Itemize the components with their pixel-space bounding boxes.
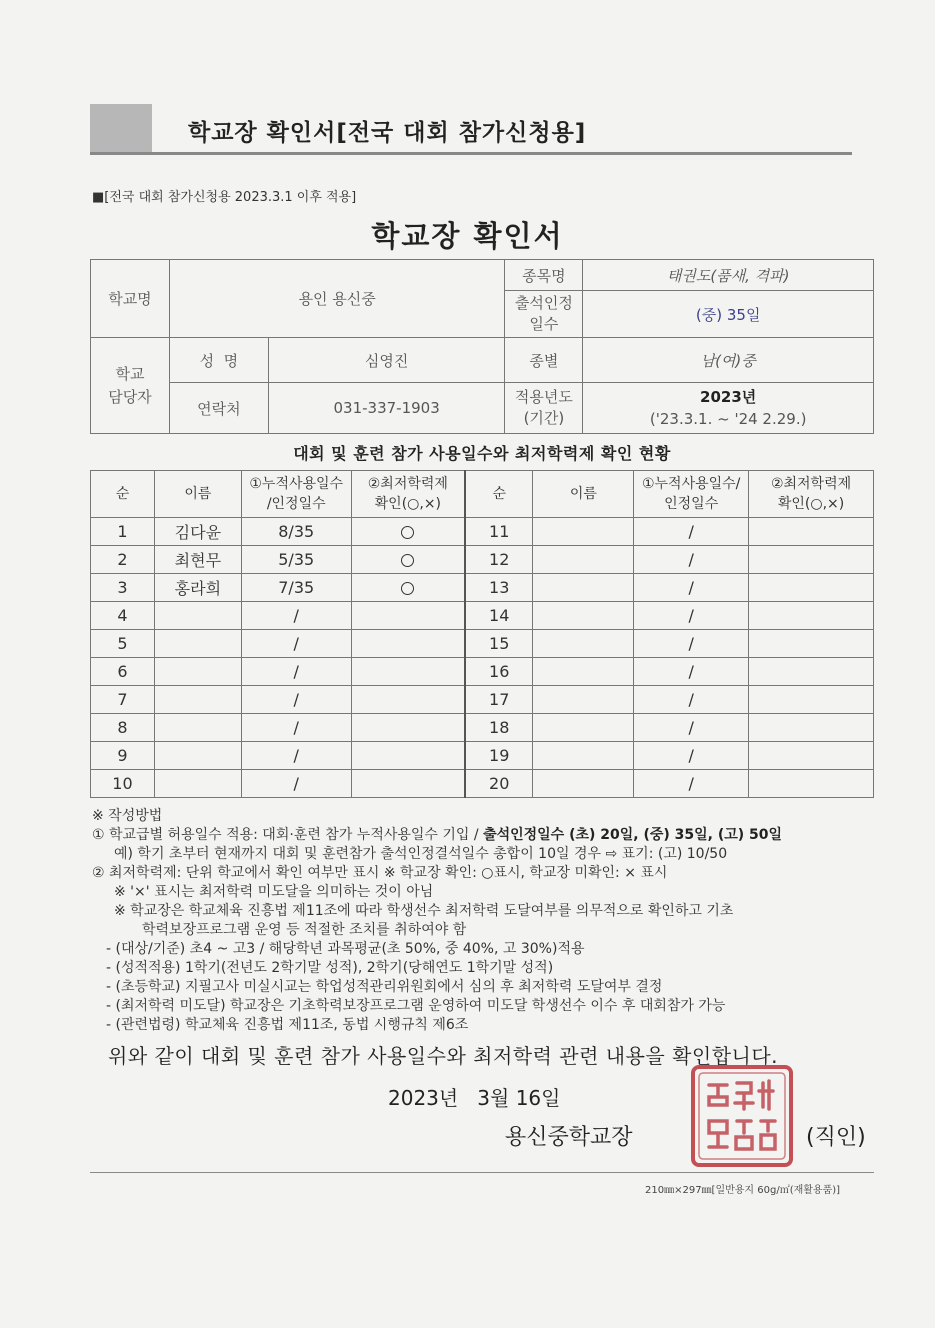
header-days-left-line1: ①누적사용일수 bbox=[249, 476, 344, 492]
instructions-heading: ※ 작성방법 bbox=[92, 808, 163, 824]
row-days-right: / bbox=[634, 714, 749, 742]
table-row bbox=[91, 714, 874, 742]
table-row bbox=[91, 546, 874, 574]
row-name-left: 홍라희 bbox=[154, 574, 241, 602]
row-days-left: / bbox=[241, 686, 351, 714]
instruction-1-bold: 출석인정일수 (초) 20일, (중) 35일, (고) 50일 bbox=[483, 827, 783, 843]
row-days-left: 7/35 bbox=[241, 574, 351, 602]
row-check-left bbox=[351, 658, 465, 686]
row-no-right: 15 bbox=[465, 630, 533, 658]
row-name-left bbox=[154, 630, 241, 658]
row-name-left bbox=[154, 770, 241, 798]
row-name-left bbox=[154, 658, 241, 686]
row-no-right: 16 bbox=[465, 658, 533, 686]
table-row bbox=[91, 574, 874, 602]
year-label-line1: 적용년도 bbox=[514, 388, 573, 406]
table-row bbox=[91, 630, 874, 658]
row-no-left: 7 bbox=[91, 686, 155, 714]
detail-2: - (성적적용) 1학기(전년도 2학기말 성적), 2학기(당해연도 1학기말 성적) bbox=[106, 960, 554, 976]
contact-label: 연락처 bbox=[169, 383, 268, 434]
school-value: 용인 용신중 bbox=[169, 260, 505, 338]
banner-title: 학교장 확인서[전국 대회 참가신청용] bbox=[188, 120, 587, 146]
row-name-right bbox=[533, 546, 634, 574]
year-label bbox=[505, 383, 583, 434]
year-cell bbox=[583, 383, 874, 434]
header-check-right bbox=[749, 471, 874, 518]
name-value: 심영진 bbox=[268, 338, 505, 383]
row-name-right bbox=[533, 602, 634, 630]
row-name-left bbox=[154, 742, 241, 770]
row-days-left: / bbox=[241, 658, 351, 686]
row-no-left: 5 bbox=[91, 630, 155, 658]
detail-4: - (최저학력 미도달) 학교장은 기초학력보장프로그램 운영하여 미도달 학생선수 이수 후 대회참가 가능 bbox=[106, 998, 726, 1014]
document-title: 학교장 확인서 bbox=[371, 219, 564, 253]
row-days-left: / bbox=[241, 714, 351, 742]
attendance-label bbox=[505, 291, 583, 338]
table-body bbox=[91, 518, 874, 798]
header-check-right-line1: ②최저학력제 bbox=[770, 476, 852, 492]
row-check-left bbox=[351, 518, 465, 546]
header-no-right: 순 bbox=[465, 471, 533, 518]
table-row bbox=[91, 658, 874, 686]
row-check-left bbox=[351, 742, 465, 770]
check-circle-icon bbox=[401, 526, 414, 539]
row-no-right: 17 bbox=[465, 686, 533, 714]
row-no-right: 14 bbox=[465, 602, 533, 630]
header-days-left-line2: /인정일수 bbox=[266, 496, 326, 512]
row-name-left: 최현무 bbox=[154, 546, 241, 574]
row-no-left: 3 bbox=[91, 574, 155, 602]
instruction-1-example: 예) 학기 초부터 현재까지 대회 및 훈련참가 출석인정결석일수 총합이 10일 경우 ⇨ 표기: (고) 10/50 bbox=[114, 846, 728, 862]
row-days-right: / bbox=[634, 770, 749, 798]
instruction-2: ② 최저학력제: 단위 학교에서 확인 여부만 표시 ※ 학교장 확인: ○표시, 학교장 미확인: × 표시 bbox=[92, 865, 668, 881]
staff-label-line2: 담당자 bbox=[108, 387, 152, 406]
row-no-right: 19 bbox=[465, 742, 533, 770]
table-row bbox=[91, 602, 874, 630]
bottom-rule bbox=[90, 1172, 874, 1173]
instruction-1-text: ① 학교급별 허용일수 적용: 대회·훈련 참가 누적사용일수 기입 / bbox=[92, 827, 484, 843]
check-circle-icon bbox=[401, 582, 414, 595]
row-name-right bbox=[533, 742, 634, 770]
attendance-label-line1: 출석인정 bbox=[514, 294, 573, 312]
paper-spec: 210㎜×297㎜[일반용지 60g/㎡(재활용품)] bbox=[645, 1185, 841, 1196]
row-days-right: / bbox=[634, 686, 749, 714]
row-name-right bbox=[533, 518, 634, 546]
row-no-right: 20 bbox=[465, 770, 533, 798]
header-days-right-line1: ①누적사용일수/ bbox=[641, 476, 741, 492]
row-days-right: / bbox=[634, 630, 749, 658]
row-check-right bbox=[749, 602, 874, 630]
confirmation-statement: 위와 같이 대회 및 훈련 참가 사용일수와 최저학력 관련 내용을 확인합니다. bbox=[108, 1044, 779, 1068]
row-name-right bbox=[533, 658, 634, 686]
row-days-right: / bbox=[634, 658, 749, 686]
header-name-right: 이름 bbox=[533, 471, 634, 518]
row-check-left bbox=[351, 602, 465, 630]
header-check-right-line2: 확인(○,×) bbox=[777, 496, 845, 512]
table-row bbox=[91, 686, 874, 714]
row-check-right bbox=[749, 546, 874, 574]
header-days-right bbox=[634, 471, 749, 518]
row-no-left: 1 bbox=[91, 518, 155, 546]
row-no-right: 11 bbox=[465, 518, 533, 546]
gender-value: 남(여)중 bbox=[583, 338, 874, 383]
row-check-left bbox=[351, 546, 465, 574]
row-check-right bbox=[749, 630, 874, 658]
row-name-left bbox=[154, 714, 241, 742]
year-value: 2023년 bbox=[700, 388, 757, 406]
row-check-right bbox=[749, 574, 874, 602]
row-check-right bbox=[749, 686, 874, 714]
row-check-right bbox=[749, 658, 874, 686]
row-name-right bbox=[533, 686, 634, 714]
row-no-left: 9 bbox=[91, 742, 155, 770]
row-check-right bbox=[749, 742, 874, 770]
header-no-left: 순 bbox=[91, 471, 155, 518]
check-circle-icon bbox=[401, 554, 414, 567]
row-days-right: / bbox=[634, 574, 749, 602]
section-title: 대회 및 훈련 참가 사용일수와 최저학력제 확인 현황 bbox=[293, 444, 671, 463]
row-check-left bbox=[351, 770, 465, 798]
row-days-right: / bbox=[634, 602, 749, 630]
header-check-left-line1: ②최저학력제 bbox=[367, 476, 448, 492]
staff-label-line1: 학교 bbox=[115, 364, 145, 383]
instruction-1 bbox=[92, 826, 882, 845]
header-days-left bbox=[241, 471, 351, 518]
contact-value: 031-337-1903 bbox=[268, 383, 505, 434]
table-row bbox=[91, 770, 874, 798]
row-check-left bbox=[351, 686, 465, 714]
participation-table bbox=[90, 470, 874, 798]
event-label: 종목명 bbox=[505, 260, 583, 291]
table-header-row bbox=[91, 471, 874, 518]
instruction-2-note-x: ※ '×' 표시는 최저학력 미도달을 의미하는 것이 아님 bbox=[114, 884, 434, 900]
row-name-left bbox=[154, 602, 241, 630]
row-check-right bbox=[749, 518, 874, 546]
detail-3: - (초등학교) 지필고사 미실시교는 학업성적관리위원회에서 심의 후 최저학력 도달여부 결정 bbox=[106, 979, 663, 995]
year-label-line2: (기간) bbox=[523, 409, 565, 427]
row-name-left bbox=[154, 686, 241, 714]
year-period: ('23.3.1. ~ '24 2.29.) bbox=[649, 410, 807, 428]
event-value: 태권도(품새, 격파) bbox=[583, 260, 874, 291]
instruction-2-principal-2: 학력보장프로그램 운영 등 적절한 조치를 취하여야 함 bbox=[142, 922, 467, 938]
row-days-left: / bbox=[241, 742, 351, 770]
official-seal-icon bbox=[689, 1063, 795, 1169]
row-no-right: 12 bbox=[465, 546, 533, 574]
row-no-left: 10 bbox=[91, 770, 155, 798]
issue-date: 2023년 3월 16일 bbox=[388, 1086, 561, 1110]
row-name-right bbox=[533, 630, 634, 658]
table-row bbox=[91, 742, 874, 770]
row-no-left: 2 bbox=[91, 546, 155, 574]
banner-underline bbox=[90, 152, 852, 155]
row-no-right: 18 bbox=[465, 714, 533, 742]
row-check-right bbox=[749, 714, 874, 742]
header-days-right-line2: 인정일수 bbox=[664, 496, 719, 512]
header-check-left bbox=[351, 471, 465, 518]
school-label: 학교명 bbox=[91, 260, 170, 338]
row-check-left bbox=[351, 630, 465, 658]
apply-note: ■[전국 대회 참가신청용 2023.3.1 이후 적용] bbox=[92, 190, 357, 205]
detail-5: - (관련법령) 학교체육 진흥법 제11조, 동법 시행규칙 제6조 bbox=[106, 1017, 469, 1033]
row-days-left: 8/35 bbox=[241, 518, 351, 546]
row-days-right: / bbox=[634, 518, 749, 546]
row-name-right bbox=[533, 574, 634, 602]
row-check-left bbox=[351, 714, 465, 742]
row-no-left: 4 bbox=[91, 602, 155, 630]
instruction-2-principal-1: ※ 학교장은 학교체육 진흥법 제11조에 따라 학생선수 최저학력 도달여부를 의무적으로 확인하고 기초 bbox=[114, 903, 734, 919]
row-name-right bbox=[533, 714, 634, 742]
row-name-right bbox=[533, 770, 634, 798]
header-check-left-line2: 확인(○,×) bbox=[374, 496, 442, 512]
row-no-left: 6 bbox=[91, 658, 155, 686]
row-no-right: 13 bbox=[465, 574, 533, 602]
row-days-left: / bbox=[241, 770, 351, 798]
header-name-left: 이름 bbox=[154, 471, 241, 518]
attendance-value: (중) 35일 bbox=[583, 291, 874, 338]
row-no-left: 8 bbox=[91, 714, 155, 742]
row-check-left bbox=[351, 574, 465, 602]
row-days-left: 5/35 bbox=[241, 546, 351, 574]
banner-accent bbox=[90, 104, 152, 154]
principal-title: 용신중학교장 bbox=[505, 1125, 633, 1150]
row-days-left: / bbox=[241, 630, 351, 658]
gender-label: 종별 bbox=[505, 338, 583, 383]
instructions bbox=[92, 807, 882, 1035]
detail-1: - (대상/기준) 초4 ~ 고3 / 해당학년 과목평균(초 50%, 중 40%, 고 30%)적용 bbox=[106, 941, 585, 957]
info-table bbox=[90, 259, 874, 434]
staff-label bbox=[91, 338, 170, 434]
table-row bbox=[91, 518, 874, 546]
row-days-left: / bbox=[241, 602, 351, 630]
name-label: 성 명 bbox=[169, 338, 268, 383]
row-days-right: / bbox=[634, 742, 749, 770]
row-name-left: 김다윤 bbox=[154, 518, 241, 546]
row-days-right: / bbox=[634, 546, 749, 574]
attendance-label-line2: 일수 bbox=[529, 315, 559, 333]
row-check-right bbox=[749, 770, 874, 798]
header-banner bbox=[90, 104, 852, 154]
signature-label: (직인) bbox=[806, 1125, 866, 1150]
